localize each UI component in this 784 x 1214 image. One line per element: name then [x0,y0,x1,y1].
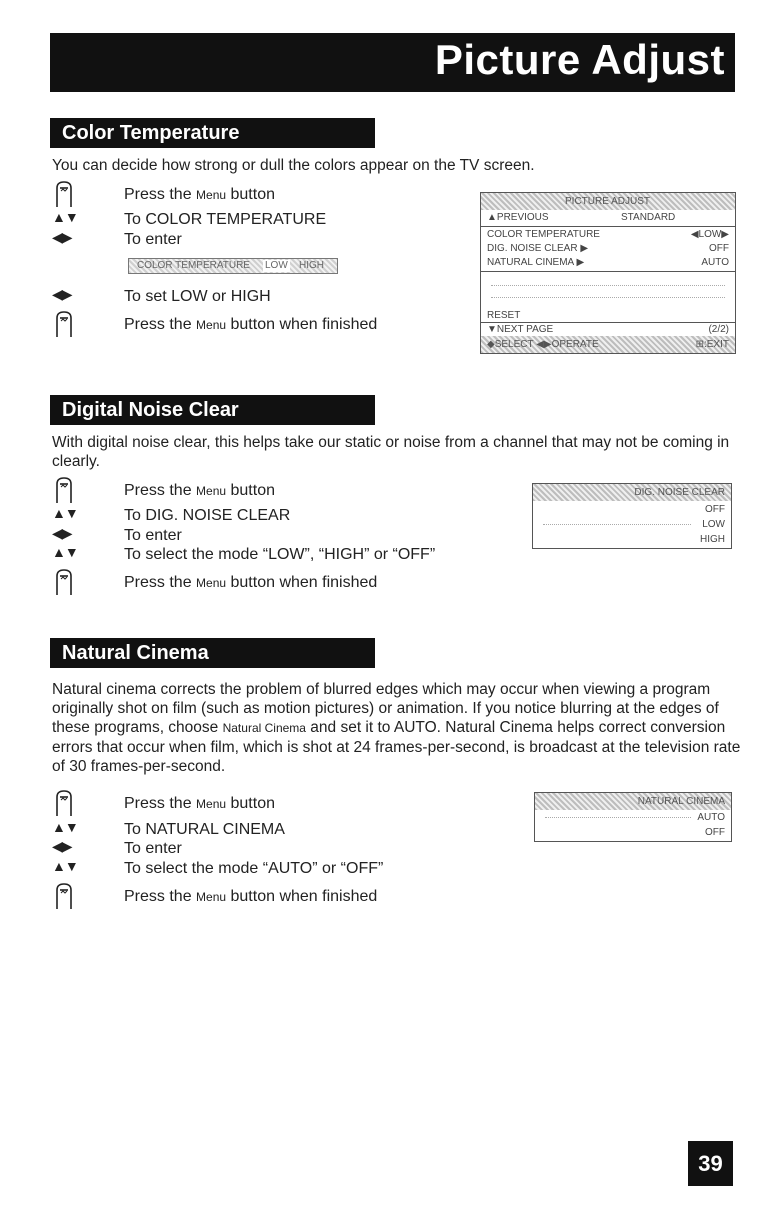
osd-next-page-row: ▼NEXT PAGE (2/2) [487,324,729,335]
section-heading-color-temperature: Color Temperature [50,118,375,148]
color-temperature-inline-menu: COLOR TEMPERATURE LOW HIGH [128,258,338,274]
left-right-arrows-icon: ◀▶ [52,838,72,854]
up-down-arrows-icon: ▲▼ [52,819,78,835]
digital-noise-clear-description: With digital noise clear, this helps take our static or noise from a channel that may not be coming in clearly. [52,434,730,470]
color-temperature-description: You can decide how strong or dull the colors appear on the TV screen. [52,157,535,174]
remote-menu-icon [52,480,92,504]
natural-cinema-description: Natural cinema corrects the problem of blurred edges which may occur when viewing a program originally shot on film (such as motion pictures) or animation. If you notice blurring at the edges of these programs, choose Natural Cinema and set it to AUTO. Natural Cinema helps correct conversion errors that occur when film, which is shot at 24 frames-per-second, is broadcast at the television rate of 30 frames-per-second. [52,681,741,775]
remote-menu-icon [52,572,92,596]
osd-header: PICTURE ADJUST [481,193,735,210]
page-number: 39 [688,1141,733,1186]
remote-menu-icon [52,314,92,338]
remote-menu-icon [52,184,92,208]
up-down-arrows-icon: ▲▼ [52,505,78,521]
left-right-arrows-icon: ◀▶ [52,286,72,302]
section-heading-digital-noise-clear: Digital Noise Clear [50,395,375,425]
osd-header: DIG. NOISE CLEAR [533,484,731,501]
up-down-arrows-icon: ▲▼ [52,544,78,560]
left-right-arrows-icon: ◀▶ [52,525,72,541]
osd-header: NATURAL CINEMA [535,793,731,810]
osd-row-color-temperature: COLOR TEMPERATURE ◀LOW▶ [487,229,729,240]
remote-menu-icon [52,793,92,817]
osd-reset-row: RESET [487,310,521,321]
up-down-arrows-icon: ▲▼ [52,209,78,225]
osd-row-natural-cinema: NATURAL CINEMA ▶ AUTO [487,257,729,268]
osd-row-dig-noise-clear: DIG. NOISE CLEAR ▶ OFF [487,243,729,254]
dig-noise-clear-osd-menu: DIG. NOISE CLEAR OFF LOW HIGH [532,483,732,549]
up-down-arrows-icon: ▲▼ [52,858,78,874]
section-heading-natural-cinema: Natural Cinema [50,638,375,668]
natural-cinema-osd-menu: NATURAL CINEMA AUTO OFF [534,792,732,842]
osd-footer: ◆SELECT ◀▶OPERATE ⊞:EXIT [481,336,735,353]
page-title: Picture Adjust [434,36,725,83]
remote-menu-icon [52,886,92,910]
left-right-arrows-icon: ◀▶ [52,229,72,245]
title-bar [50,33,735,92]
osd-previous-row: ▲PREVIOUS STANDARD [487,212,676,223]
picture-adjust-osd-menu [480,192,736,354]
